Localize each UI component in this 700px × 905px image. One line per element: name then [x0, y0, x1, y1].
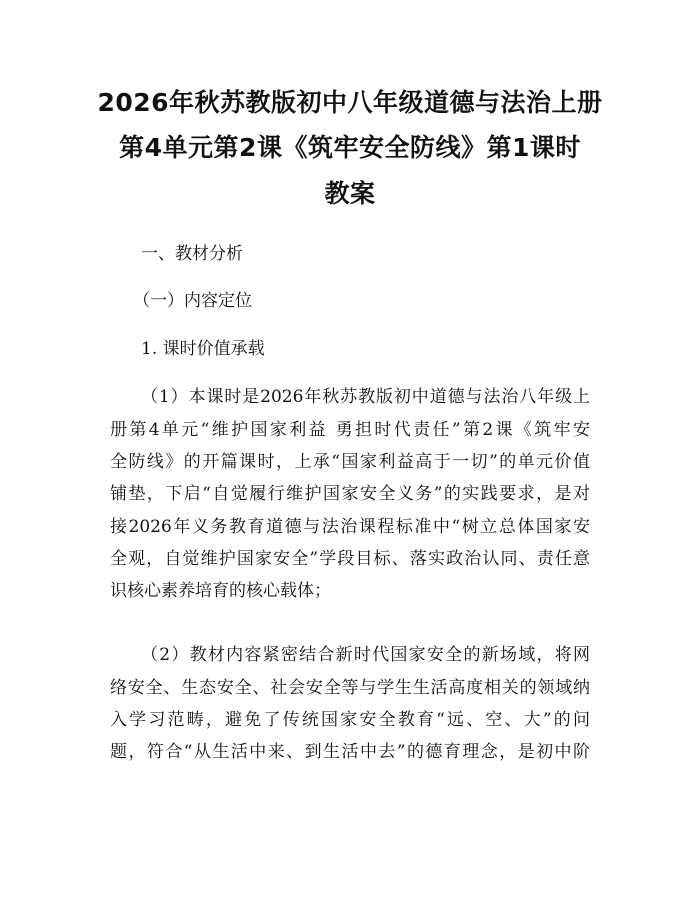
section-heading-level-2: （一）内容定位 — [133, 291, 252, 311]
paragraph-1-line-2: 册第4单元“维护国家利益 勇担时代责任”第2课《筑牢安 — [110, 420, 590, 440]
section-heading-level-3: 1. 课时价值承载 — [141, 339, 265, 359]
paragraph-2-line-4: 题，符合“从生活中来、到生活中去”的德育理念，是初中阶 — [110, 742, 590, 762]
paragraph-1-line-6: 全观，自觉维护国家安全”学段目标、落实政治认同、责任意 — [110, 549, 590, 569]
paragraph-1-line-5: 接2026年义务教育道德与法治课程标准中“树立总体国家安 — [110, 517, 590, 537]
paragraph-1-line-3: 全防线》的开篇课时，上承“国家利益高于一切”的单元价值 — [110, 452, 590, 472]
document-title-line-1: 2026年秋苏教版初中八年级道德与法治上册 — [97, 88, 603, 117]
section-heading-level-1: 一、教材分析 — [141, 244, 243, 264]
document-title-line-3: 教案 — [324, 179, 376, 208]
paragraph-1-line-4: 铺垫，下启“自觉履行维护国家安全义务”的实践要求，是对 — [110, 484, 590, 504]
document-title-line-2: 第4单元第2课《筑牢安全防线》第1课时 — [119, 133, 581, 162]
paragraph-2-line-3: 入学习范畴，避免了传统国家安全教育“远、空、大”的问 — [110, 710, 590, 730]
paragraph-1-line-7: 识核心素养培育的核心载体； — [110, 581, 331, 601]
paragraph-1-line-1: （1）本课时是2026年秋苏教版初中道德与法治八年级上 — [141, 387, 590, 407]
paragraph-2-line-1: （2）教材内容紧密结合新时代国家安全的新场域，将网 — [141, 645, 590, 665]
paragraph-2-line-2: 络安全、生态安全、社会安全等与学生生活高度相关的领域纳 — [110, 678, 590, 698]
